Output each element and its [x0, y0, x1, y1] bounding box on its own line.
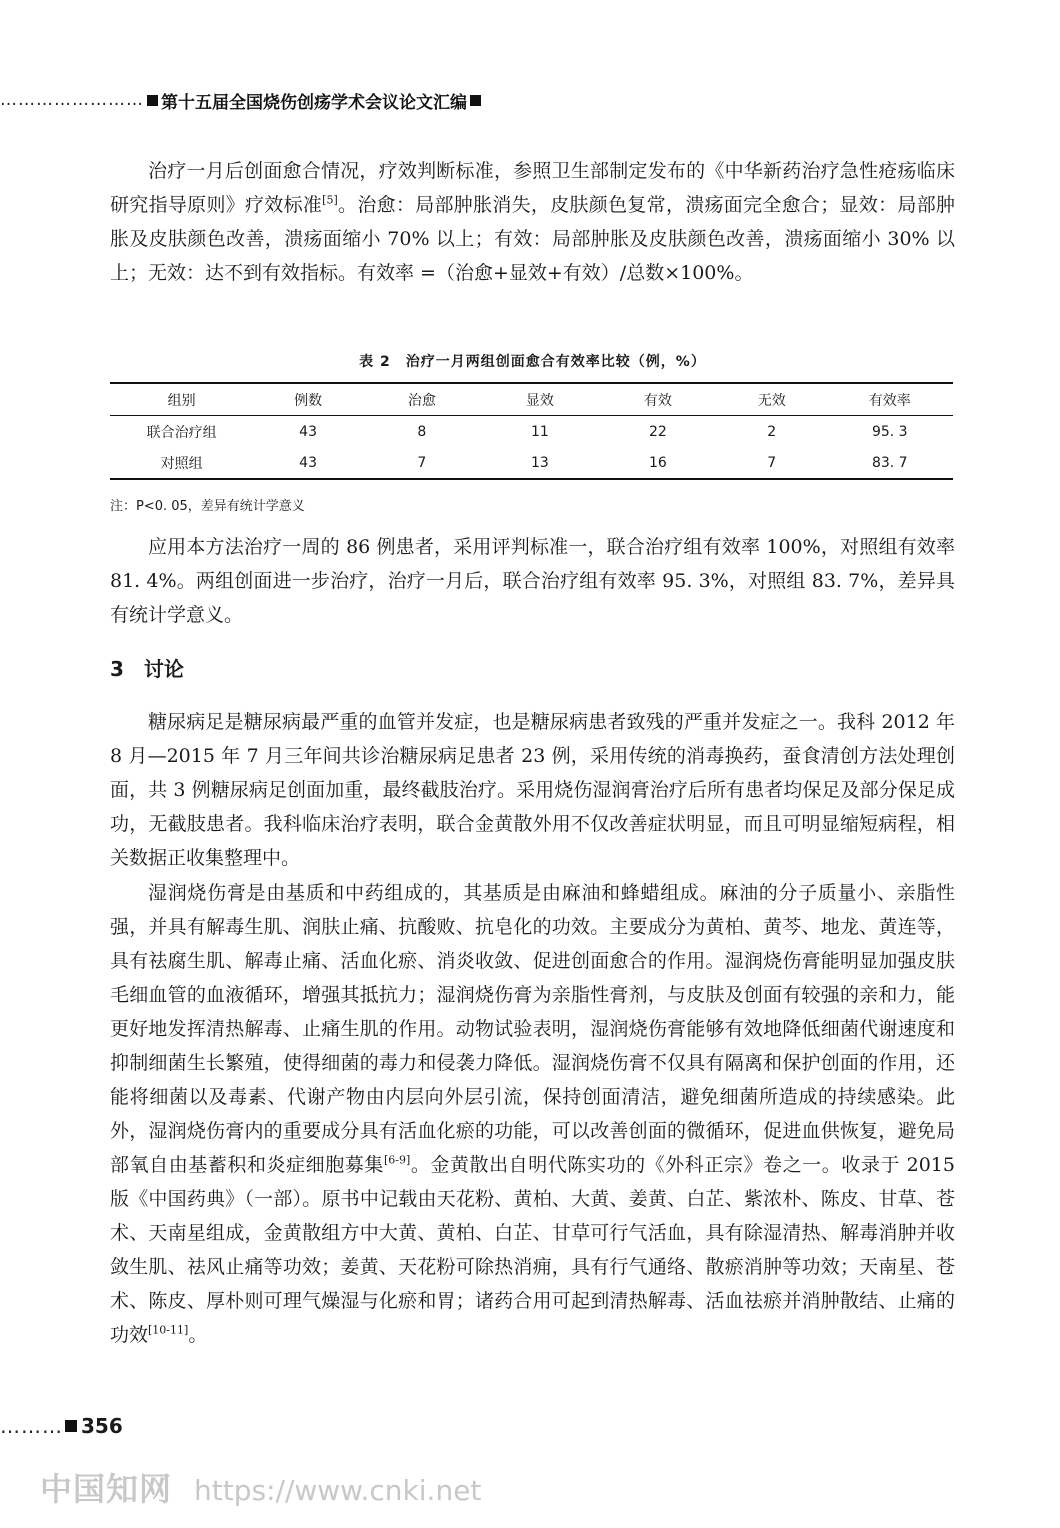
- header-leader-dots: ……………………: [0, 90, 144, 110]
- section-heading: [110, 653, 184, 682]
- paragraph4-text-b: 。金黄散出自明代陈实功的《外科正宗》卷之一。收录于 2015 版《中国药典》（一部）。原书中记载由天花粉、黄柏、大黄、姜黄、白芷、紫浓朴、陈皮、甘草、苍术、天南星组成，金黄散组方中大黄、黄柏、白芷、甘草可行气活血，具有除湿清热、解毒消肿并收敛生肌、祛风止痛等功效；姜黄、天花粉可除热消痈，具有行气通络、散瘀消肿等功效；天南星、苍术、陈皮、厚朴则可理气燥湿与化瘀和胃；诸药合用可起到清热解毒、活血祛瘀并消肿散结、止痛的功效: [110, 1154, 955, 1346]
- paragraph4-text-a: 湿润烧伤膏是由基质和中药组成的，其基质是由麻油和蜂蜡组成。麻油的分子质量小、亲脂性强，并具有解毒生肌、润肤止痛、抗酸败、抗皂化的功效。主要成分为黄柏、黄芩、地龙、黄连等，具有祛腐生肌、解毒止痛、活血化瘀、消炎收敛、促进创面愈合的作用。湿润烧伤膏能明显加强皮肤毛细血管的血液循环，增强其抵抗力；湿润烧伤膏为亲脂性膏剂，与皮肤及创面有较强的亲和力，能更好地发挥清热解毒、止痛生肌的作用。动物试验表明，湿润烧伤膏能够有效地降低细菌代谢速度和抑制细菌生长繁殖，使得细菌的毒力和侵袭力降低。湿润烧伤膏不仅具有隔离和保护创面的作用，还能将细菌以及毒素、代谢产物由内层向外层引流，保持创面清洁，避免细菌所造成的持续感染。此外，湿润烧伤膏内的重要成分具有活血化瘀的功能，可以改善创面的微循环，促进血供恢复，避免局部氧自由基蓄积和炎症细胞募集: [110, 882, 955, 1176]
- table-cell: 95. 3: [871, 423, 908, 440]
- header-square-right-icon: [470, 95, 481, 106]
- paragraph-efficacy-criteria: [110, 154, 955, 290]
- citation-6-9: [6-9]: [383, 1153, 411, 1167]
- header-cell: 例数: [294, 392, 323, 409]
- table-cell: 2: [767, 423, 777, 440]
- running-header: [0, 88, 484, 112]
- page-footer: [0, 1414, 123, 1438]
- paragraph-discussion-1: 糖尿病足是糖尿病最严重的血管并发症，也是糖尿病患者致残的严重并发症之一。我科 2012 年 8 月—2015 年 7 月三年间共诊治糖尿病足患者 23 例，采用传统的消毒换药，蚕食清创方法处理创面，共 3 例糖尿病足创面加重，最终截肢治疗。采用烧伤湿润膏治疗后所有患者均保足及部分保足成功，无截肢患者。我科临床治疗表明，联合金黄散外用不仅改善症状明显，而且可明显缩短病程，相关数据正收集整理中。: [110, 711, 955, 869]
- header-title: 第十五届全国烧伤创疡学术会议论文汇编: [161, 92, 467, 113]
- paragraph-discussion-2: [110, 876, 955, 1352]
- footer-square-icon: [65, 1420, 77, 1432]
- paragraph-results: 应用本方法治疗一周的 86 例患者，采用评判标准一，联合治疗组有效率 100%，对照组有效率 81. 4%。两组创面进一步治疗，治疗一月后，联合治疗组有效率 95. 3%，对照组 83. 7%，差异具有统计学意义。: [110, 536, 955, 626]
- cnki-url: https://www.cnki.net: [194, 1474, 482, 1507]
- section-number: 3: [110, 657, 124, 681]
- header-cell: 有效: [643, 392, 672, 409]
- table-cell: 7: [417, 454, 427, 471]
- table-cell: 43: [299, 454, 317, 471]
- table-cell: 43: [299, 423, 317, 440]
- citation-5: [5]: [322, 193, 338, 207]
- header-cell: 治愈: [407, 392, 436, 409]
- header-cell: 无效: [757, 392, 786, 409]
- table-row: [110, 416, 953, 448]
- table-cell: 13: [530, 454, 549, 471]
- header-square-left-icon: [147, 95, 158, 106]
- table-cell: 8: [417, 423, 427, 440]
- results-table: [110, 382, 953, 480]
- header-cell: 有效率: [868, 392, 911, 409]
- table-row: [110, 447, 953, 479]
- table-cell: 11: [530, 423, 549, 440]
- citation-10-11: [10-11]: [148, 1323, 189, 1337]
- table-cell: 对照组: [160, 455, 203, 472]
- table-cell: 7: [767, 454, 777, 471]
- table-note: 注：P<0. 05，差异有统计学意义: [110, 499, 305, 514]
- paragraph1-tail: 。治愈：局部肿胀消失，皮肤颜色复常，溃疡面完全愈合；显效：局部肿胀及皮肤颜色改善，溃疡面缩小 70% 以上；有效：局部肿胀及皮肤颜色改善，溃疡面缩小 30% 以上；无效：达不到有效指标。有效率 =（治愈+显效+有效）/总数×100%。: [110, 194, 955, 284]
- table-cell: 联合治疗组: [146, 424, 217, 441]
- table-cell: 83. 7: [871, 454, 908, 471]
- header-cell: 组别: [167, 392, 196, 409]
- cnki-logo: 中国知网: [40, 1470, 173, 1508]
- paragraph1-text: 治疗一月后创面愈合情况，疗效判断标准，参照卫生部制定发布的《中华新药治疗急性疮疡临床研究指导原则》疗效标准: [110, 160, 955, 216]
- header-cell: 显效: [525, 392, 554, 409]
- section-title: 讨论: [143, 657, 184, 681]
- page-number: 356: [81, 1414, 123, 1438]
- table-caption: 表 2 治疗一月两组创面愈合有效率比较（例，%）: [359, 354, 706, 370]
- paragraph4-text-c: 。: [188, 1324, 208, 1346]
- table-header-row: [110, 383, 953, 416]
- footer-leader-dots: ………: [0, 1414, 63, 1438]
- table-cell: 16: [649, 454, 667, 471]
- cnki-watermark: [40, 1464, 481, 1510]
- table-cell: 22: [649, 423, 667, 440]
